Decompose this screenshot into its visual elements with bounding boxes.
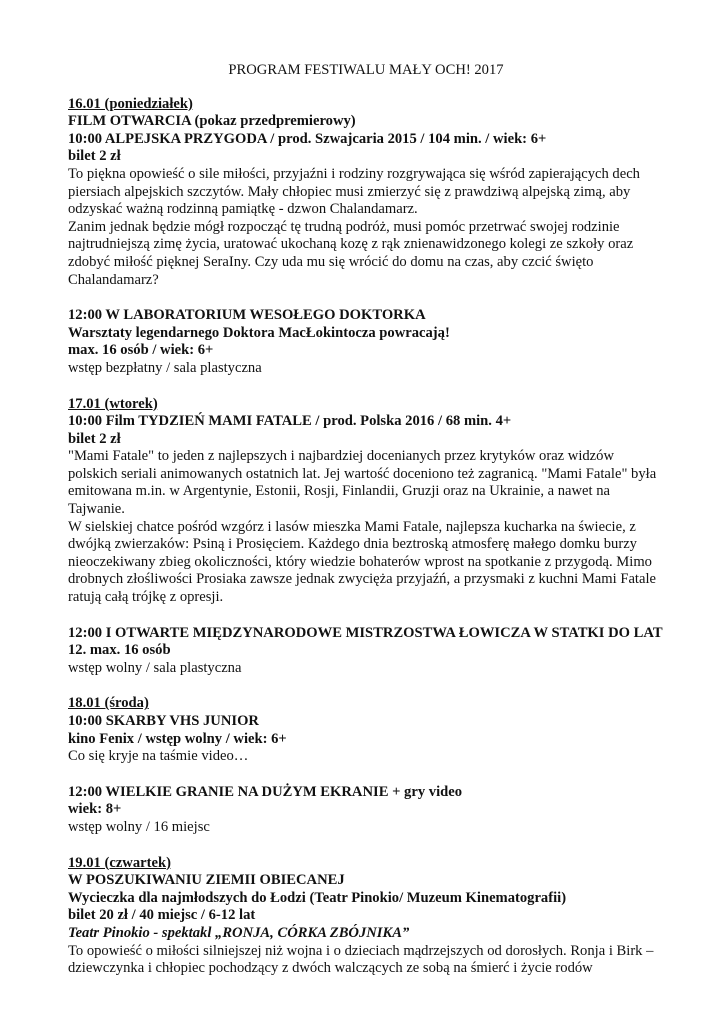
- event-title: 12:00 I OTWARTE MIĘDZYNARODOWE MISTRZOSTWA ŁOWICZA W STATKI DO LAT 12. max. 16 osób: [68, 624, 663, 659]
- event-details: bilet 20 zł / 40 miejsc / 6-12 lat: [68, 907, 256, 924]
- event-description: To piękna opowieść o sile miłości, przyjaźni i rodziny rozgrywająca się wśród zapierających dech piersiach alpejskich szczytów. Mały chłopiec musi zmierzyć się z prawdziwą alpejską zimą, aby odzyskać ważną rodzinną pamiątkę - dzwon Chalandamarz.: [68, 165, 640, 218]
- event-section: [68, 625, 664, 678]
- event-italic-title: Teatr Pinokio - spektakl „RONJA, CÓRKA ZBÓJNIKA”: [68, 924, 410, 941]
- day-date: 17.01 (wtorek): [68, 395, 158, 412]
- event-description: W sielskiej chatce pośród wzgórz i lasów mieszka Mami Fatale, najlepsza kucharka na świecie, z dwójką zwierzaków: Psiną i Prosięciem. Każdego dnia beztroską atmosferę małego domku burzy nieoczekiwany zbieg okoliczności, który wiedzie bohaterów wprost na spotkanie z przygodą. Mimo drobnych złośliwości Prosiaka zawsze jednak zwycięża przyjaźń, a przysmaki z kuchni Mami Fatale ratują całą trójkę z opresji.: [68, 518, 656, 606]
- day-section-17-01: [68, 396, 664, 607]
- day-section-18-01: [68, 695, 664, 765]
- event-title: [68, 784, 664, 802]
- day-section-19-01: [68, 855, 664, 978]
- document-page: [68, 62, 664, 996]
- day-date: 18.01 (środa): [68, 695, 149, 712]
- event-title: 12:00 W LABORATORIUM WESOŁEGO DOKTORKA: [68, 307, 426, 324]
- event-subtitle: Wycieczka dla najmłodszych do Łodzi (Teatr Pinokio/ Muzeum Kinematografii): [68, 889, 567, 906]
- event-title: 10:00 ALPEJSKA PRZYGODA / prod. Szwajcaria 2015 / 104 min. / wiek: 6+: [68, 130, 547, 147]
- event-section: [68, 307, 664, 377]
- event-ticket: bilet 2 zł: [68, 148, 121, 165]
- event-description: "Mami Fatale" to jeden z najlepszych i najbardziej docenianych przez krytyków oraz widzów polskich seriali animowanych ostatnich lat. Jej wartość doceniono też zagranicą. "Mami Fatale" była emitowana m.in. w Argentynie, Estonii, Rosji, Finlandii, Gruzji oraz na Ukrainie, a nawet na Tajwanie.: [68, 448, 657, 518]
- event-info: wstęp wolny / 16 miejsc: [68, 818, 210, 835]
- event-subtitle: kino Fenix / wstęp wolny / wiek: 6+: [68, 730, 287, 747]
- event-description: Zanim jednak będzie mógł rozpocząć tę trudną podróż, musi pomóc przetrwać swojej rodzinie najtrudniejszą zimę życia, uratować ukochaną kozę z rąk znienawidzonego kolegi ze szkoły oraz zdobyć miłość pięknej SeraIny. Czy uda mu się wrócić do domu na czas, aby czcić święto Chalandamarz?: [68, 218, 634, 288]
- event-heading: FILM OTWARCIA (pokaz przedpremierowy): [68, 113, 356, 130]
- event-ticket: bilet 2 zł: [68, 430, 121, 447]
- event-subtitle: Warsztaty legendarnego Doktora MacŁokintocza powracają!: [68, 324, 450, 341]
- event-info: wstęp wolny / sala plastyczna: [68, 659, 242, 676]
- event-details: max. 16 osób / wiek: 6+: [68, 342, 214, 359]
- event-description: To opowieść o miłości silniejszej niż wojna i o dzieciach mądrzejszych od dorosłych. Ronja i Birk – dziewczynka i chłopiec pochodzący z dwóch walczących ze sobą na śmierć i życie rodów: [68, 942, 654, 977]
- event-title-rest: + gry video: [388, 783, 463, 800]
- event-title: 10:00 SKARBY VHS JUNIOR: [68, 713, 259, 729]
- event-subtitle: wiek: 8+: [68, 801, 122, 818]
- day-date: 19.01 (czwartek): [68, 854, 171, 871]
- day-date: 16.01 (poniedziałek): [68, 95, 193, 112]
- event-section: [68, 784, 664, 837]
- event-title: 10:00 Film TYDZIEŃ MAMI FATALE / prod. Polska 2016 / 68 min. 4+: [68, 413, 512, 430]
- event-info: Co się kryje na taśmie video…: [68, 748, 249, 765]
- document-title: PROGRAM FESTIWALU MAŁY OCH! 2017: [228, 62, 504, 78]
- event-info: wstęp bezpłatny / sala plastyczna: [68, 359, 262, 376]
- event-title: W POSZUKIWANIU ZIEMII OBIECANEJ: [68, 872, 345, 889]
- day-section-16-01: [68, 96, 664, 290]
- event-title-bold: 12:00 WIELKIE GRANIE NA DUŻYM EKRANIE: [68, 783, 389, 800]
